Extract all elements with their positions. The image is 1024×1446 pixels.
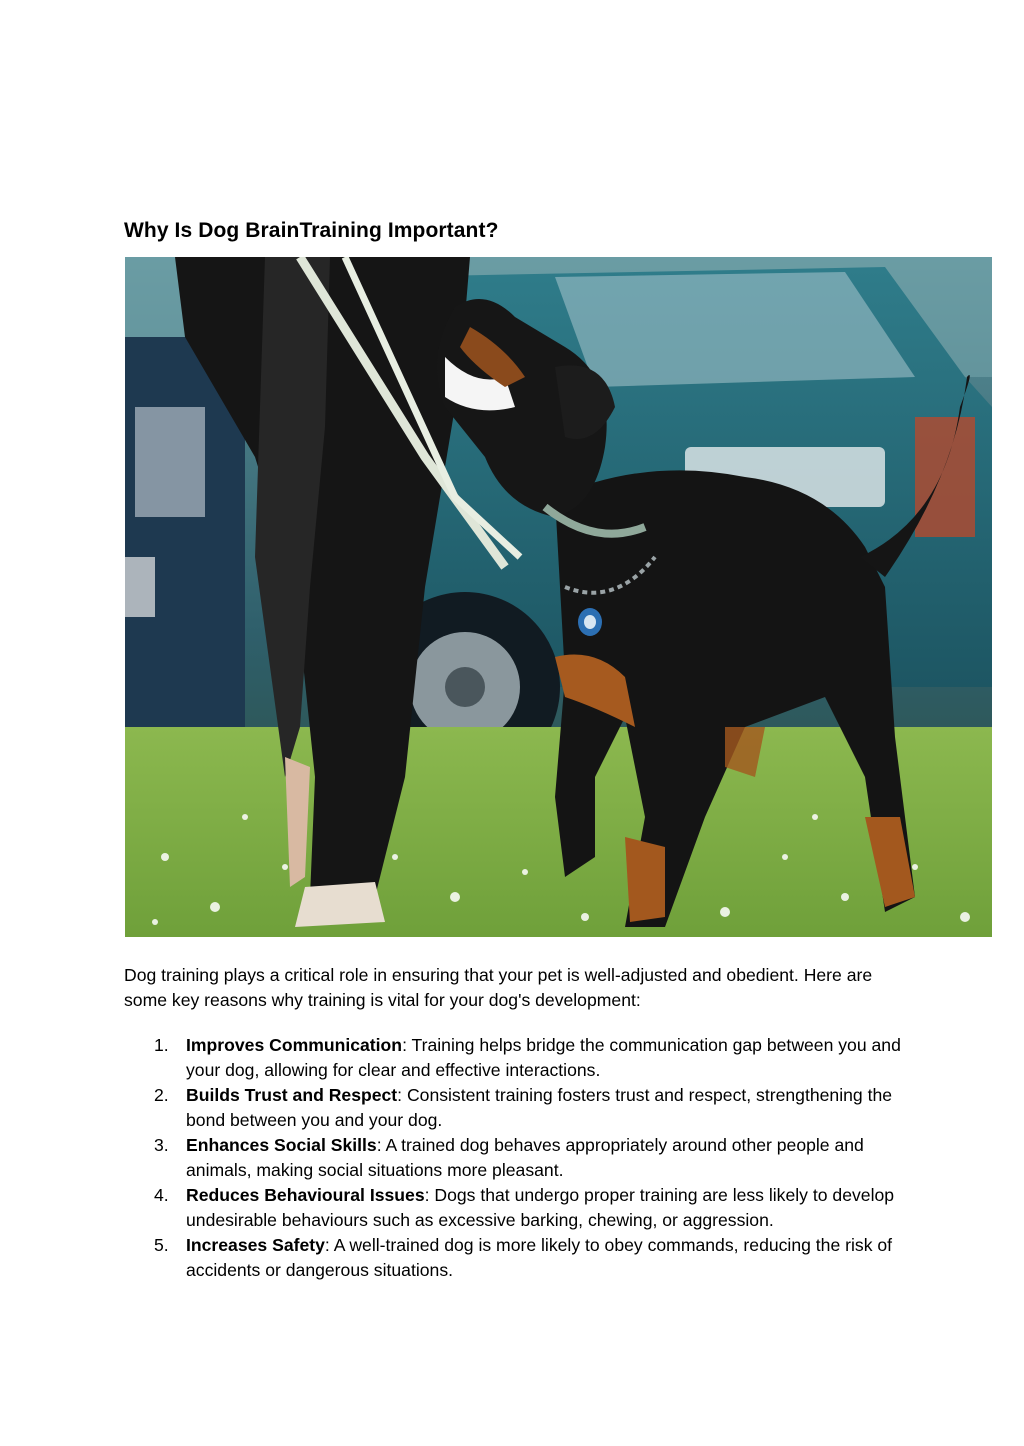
reason-title: Increases Safety (186, 1235, 325, 1255)
reason-text: : Training helps bridge the communication gap between you and your dog, allowing for clear and effective interactions. (186, 1035, 901, 1080)
reason-title: Improves Communication (186, 1035, 403, 1055)
list-number: 1. (154, 1035, 169, 1055)
list-item (124, 1183, 914, 1233)
list-number: 4. (154, 1185, 169, 1205)
list-item (124, 1133, 914, 1183)
section-heading: Why Is Dog BrainTraining Important? (124, 219, 499, 242)
rottweiler-photo (125, 257, 992, 937)
reason-text: : Consistent training fosters trust and respect, strengthening the bond between you and your dog. (186, 1085, 893, 1130)
list-item (124, 1033, 914, 1083)
rottweiler-walking-on-leash-photo-icon (125, 257, 992, 937)
list-number: 2. (154, 1085, 169, 1105)
reason-title: Enhances Social Skills (186, 1135, 377, 1155)
list-item (124, 1083, 914, 1133)
list-number: 5. (154, 1235, 169, 1255)
reason-title: Builds Trust and Respect (186, 1085, 398, 1105)
reason-text: : A trained dog behaves appropriately around other people and animals, making social situations more pleasant. (186, 1135, 864, 1180)
reason-title: Reduces Behavioural Issues (186, 1185, 425, 1205)
reasons-list (124, 1033, 914, 1283)
reason-text: : Dogs that undergo proper training are less likely to develop undesirable behaviours such as excessive barking, chewing, or aggression. (186, 1185, 895, 1230)
list-item (124, 1233, 914, 1283)
list-number: 3. (154, 1135, 169, 1155)
reason-text: : A well-trained dog is more likely to obey commands, reducing the risk of accidents or dangerous situations. (186, 1235, 893, 1280)
intro-paragraph: Dog training plays a critical role in ensuring that your pet is well-adjusted and obedient. Here are some key reasons why training is vital for your dog's development: (124, 965, 873, 1010)
